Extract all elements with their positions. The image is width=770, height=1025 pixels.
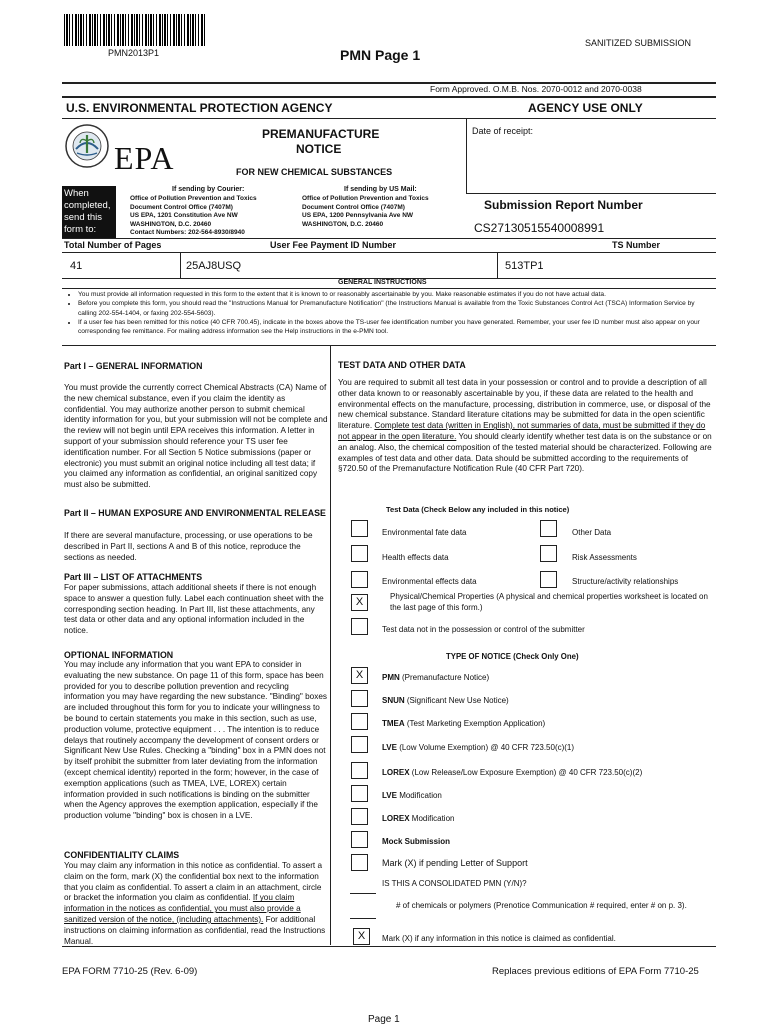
consolidated-input-line[interactable]	[350, 893, 376, 894]
checkbox-other-data[interactable]	[540, 520, 557, 537]
label-not-in-possession: Test data not in the possession or control of the submitter	[382, 625, 585, 634]
sanitized-label: SANITIZED SUBMISSION	[585, 38, 692, 48]
checkbox-letter-support[interactable]	[351, 854, 368, 871]
checkbox-snun[interactable]	[351, 690, 368, 707]
notice-type-title: TYPE OF NOTICE (Check Only One)	[446, 652, 579, 661]
courier-address: Office of Pollution Prevention and Toxics Document Control Office (7407M) US EPA, 1201 Constitution Ave NW WASHINGTON, D.C. 20460 Contact Numbers: 202-564-8930/8940	[130, 195, 257, 236]
checkbox-tmea[interactable]	[351, 713, 368, 730]
barcode	[64, 14, 206, 46]
label-confidential: Mark (X) if any information in this notice is claimed as confidential.	[382, 934, 616, 943]
submission-report-value: CS27130515540008991	[474, 221, 605, 235]
label-risk-assessments: Risk Assessments	[572, 553, 637, 562]
form-number: EPA FORM 7710-25 (Rev. 6-09)	[62, 966, 198, 977]
label-physchem: Physical/Chemical Properties (A physical and chemical properties worksheet is located on the last page of this form.)	[390, 592, 708, 612]
epa-seal-icon	[64, 123, 110, 174]
num-chemicals-input-line[interactable]	[350, 918, 376, 919]
part3-text: For paper submissions, attach additional sheets if there is not enough space to answer a question fully. Label each continuation sheet with the corresponding section heading. In Part III, list these attachments, any test data or other data and any optional information included in the notice.	[64, 583, 324, 636]
label-pmn: PMN (Premanufacture Notice)	[382, 673, 490, 682]
notice-title-1: PREMANUFACTURE	[262, 127, 380, 141]
mail-address: Office of Pollution Prevention and Toxics Document Control Office (7407M) US EPA, 1200 Pennsylvania Ave NW WASHINGTON, D.C. 20460	[302, 195, 429, 228]
optional-title: OPTIONAL INFORMATION	[64, 650, 174, 660]
part2-title: Part II – HUMAN EXPOSURE AND ENVIRONMENTAL RELEASE	[64, 508, 326, 518]
part1-text: You must provide the currently correct Chemical Abstracts (CA) Name of the new chemical substance, even if you claim the identity as confidential. You may authorize another person to submit chemical identity information for you, but your submission will not be complete and the review will not begin until EPA receives this information. A letter in support of your submission should reference your TS user fee identification number. For all Section 5 Notice submissions (paper or electronic) you must submit an original notice including all test data; if you claimed any information as confidential, an original sanitized copy must also be submitted.	[64, 383, 328, 490]
checkbox-lve-modification[interactable]	[351, 785, 368, 802]
checkbox-physchem[interactable]: X	[351, 594, 368, 611]
label-lve-modification: LVE Modification	[382, 791, 442, 800]
ts-number-value[interactable]: 513TP1	[505, 260, 544, 272]
label-num-chemicals: # of chemicals or polymers (Prenotice Communication # required, enter # on p. 3).	[396, 901, 687, 910]
for-new-chemical: FOR NEW CHEMICAL SUBSTANCES	[236, 167, 393, 177]
courier-title: If sending by Courier:	[172, 186, 245, 193]
checkbox-lve[interactable]	[351, 736, 368, 753]
label-tmea: TMEA (Test Marketing Exemption Application)	[382, 719, 546, 728]
general-instructions-title: GENERAL INSTRUCTIONS	[338, 279, 427, 286]
notice-title-2: NOTICE	[296, 142, 342, 156]
label-mock-submission: Mock Submission	[382, 837, 451, 846]
checkbox-not-in-possession[interactable]	[351, 618, 368, 635]
checkbox-mock-submission[interactable]	[351, 831, 368, 848]
checkbox-confidential[interactable]: X	[353, 928, 370, 945]
testdata-check-title: Test Data (Check Below any included in this notice)	[386, 505, 570, 514]
label-env-effects: Environmental effects data	[382, 577, 477, 586]
label-other-data: Other Data	[572, 528, 612, 537]
page-number: Page 1	[368, 1014, 400, 1025]
part3-title: Part III – LIST OF ATTACHMENTS	[64, 572, 203, 582]
ts-number-label: TS Number	[612, 240, 661, 250]
label-lorex: LOREX (Low Release/Low Exposure Exemption) @ 40 CFR 723.50(c)(2)	[382, 768, 643, 777]
label-structure-activity: Structure/activity relationships	[572, 577, 679, 586]
label-letter-support: Mark (X) if pending Letter of Support	[382, 858, 528, 868]
general-instructions-list: • You must provide all information requested in this form to the extent that it is known to or reasonably ascertainable by you. Make reasonable estimates if you do not have actual data. • Before you complete this form, you should read the "Instructions Manual for Premanufacture Notification" (the Instructions Manual is available from the Toxic Substances Control Act (TSCA) Information Service by calling 202-554-1404, or faxing 202-554-5603). • If a user fee has been remitted for this notice (40 CFR 700.45), indicate in the boxes above the TS-user fee identification number you have generated. Remember, your user fee ID number must also appear on your corresponding fee remittance. For mailing address information see the Help instructions in the e-PMN tool.	[66, 290, 712, 336]
label-health-effects: Health effects data	[382, 553, 449, 562]
epa-logo-text: EPA	[114, 140, 175, 176]
page-title: PMN Page 1	[340, 47, 421, 63]
agency-title: U.S. ENVIRONMENTAL PROTECTION AGENCY	[66, 101, 333, 115]
label-env-fate: Environmental fate data	[382, 528, 467, 537]
replaces-note: Replaces previous editions of EPA Form 7710-25	[492, 966, 699, 977]
form-code: PMN2013P1	[108, 48, 160, 58]
label-lve: LVE (Low Volume Exemption) @ 40 CFR 723.50(c)(1)	[382, 743, 575, 752]
omb-number: Form Approved. O.M.B. Nos. 2070-0012 and 2070-0038	[430, 84, 642, 94]
optional-text: You may include any information that you want EPA to consider in evaluating the new substance. On page 11 of this form, space has been provided for you to describe pollution prevention and recycling information you may have regarding the new substance. "Binding" boxes are included throughout this form for you to indicate your willingness to be bound to certain statements you make in this section, such as use, production volume, protective equipment . . . The intention is to reduce delays that routinely accompany the development of consent orders or Significant New Use Rules. Checking a "binding" box in a PMN does not by itself prohibit the submitter from later deviating from the information (except chemical identity) reported in the form; however, in the case of exemption applications (such as TMEA, LVE, LOREX) certain information provided in such notifications is binding on the submitter when the Agency approves the exemption application, especially if the production volume "binding" box is chosen in a LVE.	[64, 660, 327, 821]
mail-title: If sending by US Mail:	[344, 186, 417, 193]
checkbox-lorex[interactable]	[351, 762, 368, 779]
label-lorex-modification: LOREX Modification	[382, 814, 455, 823]
checkbox-env-effects[interactable]	[351, 571, 368, 588]
fee-id-label: User Fee Payment ID Number	[270, 240, 397, 250]
when-completed-label: When completed, send this form to:	[64, 188, 111, 235]
total-pages-label: Total Number of Pages	[64, 240, 162, 250]
submission-report-label: Submission Report Number	[484, 198, 643, 212]
checkbox-lorex-modification[interactable]	[351, 808, 368, 825]
checkbox-risk-assessments[interactable]	[540, 545, 557, 562]
fee-id-value[interactable]: 25AJ8USQ	[186, 260, 242, 272]
confidentiality-title: CONFIDENTIALITY CLAIMS	[64, 850, 180, 860]
agency-use-only: AGENCY USE ONLY	[528, 101, 643, 115]
part1-title: Part I – GENERAL INFORMATION	[64, 361, 203, 371]
testdata-text: You are required to submit all test data in your possession or control and to provide a description of all other data known to or reasonably ascertainable by you, if these data are related to the health and environmental effects on the manufacture, processing, distribution in commerce, use, or disposal of the new chemical substance. Standard literature citations may be submitted for data in the open scientific literature. Complete test data (written in English), not summaries of data, must be submitted if they do not appear in the open literature. You should clearly identify whether test data is on the substance or on an analog. Also, the chemical composition of the tested material should be characterized. Following are examples of test data and other data. Data should be submitted according to the requirements of §720.50 of the Premanufacture Notification Rule (40 CFR Part 720).	[338, 378, 712, 474]
checkbox-health-effects[interactable]	[351, 545, 368, 562]
checkbox-pmn[interactable]: X	[351, 667, 368, 684]
date-of-receipt-label: Date of receipt:	[472, 126, 534, 136]
total-pages-value[interactable]: 41	[70, 260, 83, 272]
label-snun: SNUN (Significant New Use Notice)	[382, 696, 509, 705]
part2-text: If there are several manufacture, processing, or use operations to be described in Part II, sections A and B of this notice, reproduce the sections as needed.	[64, 531, 313, 562]
checkbox-structure-activity[interactable]	[540, 571, 557, 588]
checkbox-env-fate[interactable]	[351, 520, 368, 537]
label-consolidated: IS THIS A CONSOLIDATED PMN (Y/N)?	[382, 879, 527, 888]
confidentiality-text: You may claim any information in this notice as confidential. To assert a claim on the form, mark (X) the confidential box next to the information that you claim as confidential. To assert a claim in an attachment, circle or bracket the information you claim as confidential. If you claim information in the notices as confidential, you must also provide a sanitized version of the notice, (including attachments). For additional instructions on claiming information as confidential, read the Instructions Manual.	[64, 861, 326, 946]
testdata-title: TEST DATA AND OTHER DATA	[338, 360, 466, 370]
